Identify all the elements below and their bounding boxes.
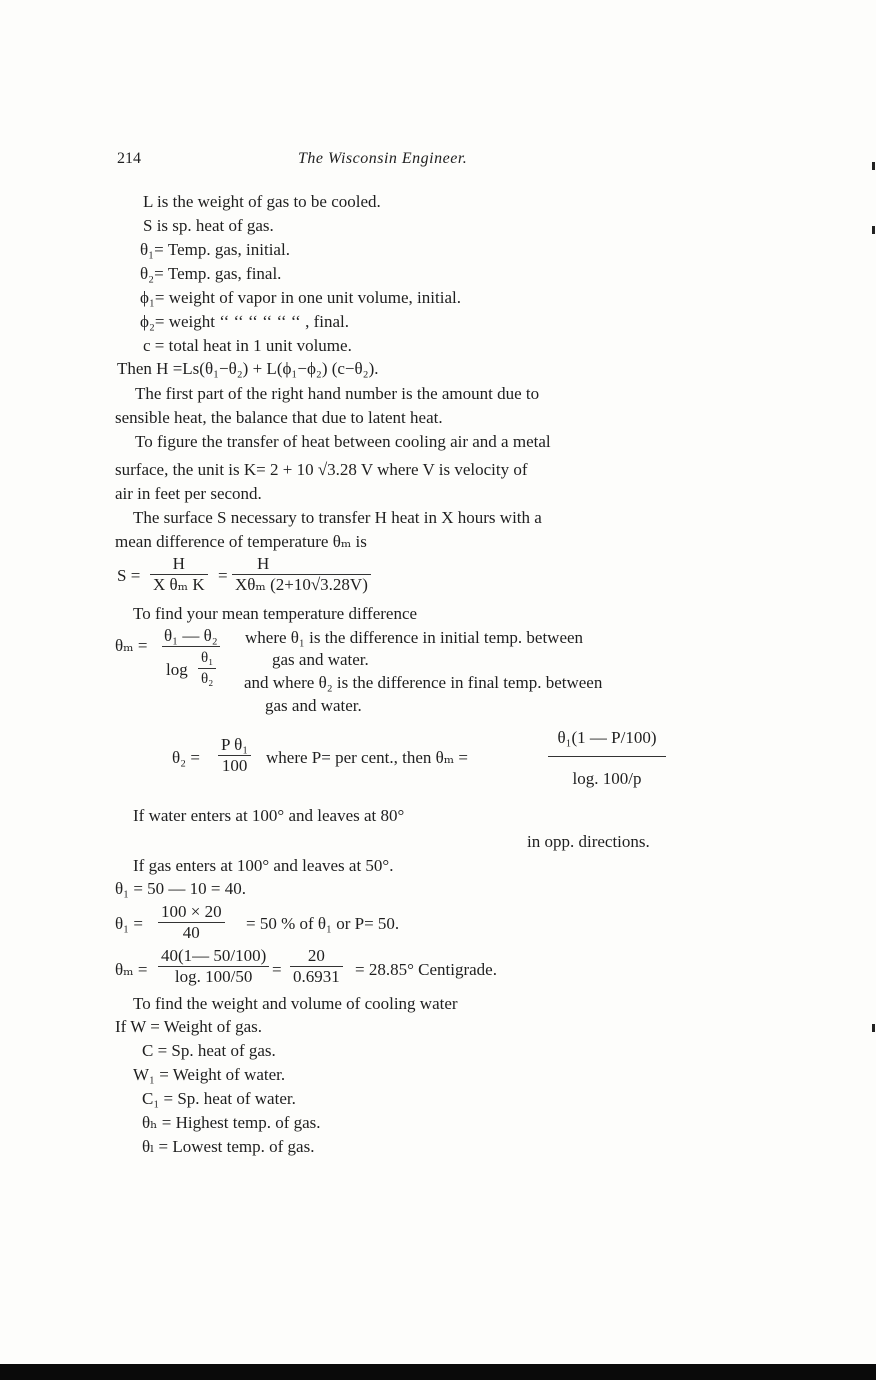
example-theta-m-fraction — [158, 946, 269, 987]
definition-line: C₁ = Sp. heat of water. — [142, 1089, 296, 1108]
fraction-numerator: H — [232, 554, 371, 575]
definition-line: ϕ₂= weight ‘‘ ‘‘ ‘‘ ‘‘ ‘‘ ‘‘ , final. — [140, 312, 349, 331]
definition-line: θ₁= Temp. gas, initial. — [140, 240, 290, 259]
fraction-denominator: 100 — [221, 756, 248, 775]
equation-total-heat: Then H =Ls(θ₁−θ₂) + L(ϕ₁−ϕ₂) (c−θ₂). — [117, 359, 379, 378]
definition-line: θₕ = Highest temp. of gas. — [142, 1113, 321, 1132]
definition-line: ϕ₁= weight of vapor in one unit volume, initial. — [140, 288, 461, 307]
theta2-lhs: θ₂ = — [172, 748, 200, 767]
theta-m-log: log — [166, 660, 188, 679]
definition-line: S is sp. heat of gas. — [143, 216, 274, 235]
scan-edge-mark — [872, 226, 875, 234]
example-line: θ₁ = 50 — 10 = 40. — [115, 879, 246, 898]
fraction-denominator: 0.6931 — [293, 967, 340, 986]
s-formula-lhs: S = — [117, 566, 141, 585]
fraction-denominator: θ₂ — [201, 671, 214, 687]
paragraph-line: The surface S necessary to transfer H heat in X hours with a — [133, 508, 542, 527]
definition-line: c = total heat in 1 unit volume. — [143, 336, 352, 355]
fraction-numerator: 100 × 20 — [158, 902, 225, 923]
fraction-numerator: 20 — [290, 946, 343, 967]
example-theta-m-fraction-2 — [290, 946, 343, 987]
fraction-numerator: P θ₁ — [218, 735, 251, 756]
example-theta-m-equals: = — [272, 960, 282, 979]
scan-edge-mark — [872, 1024, 875, 1032]
theta-m-explanation: and where θ₂ is the difference in final temp. between — [244, 673, 603, 692]
paragraph-line: air in feet per second. — [115, 484, 262, 503]
theta2-middle-text: where P= per cent., then θₘ = — [266, 748, 469, 767]
paragraph-line: surface, the unit is K= 2 + 10 √3.28 V where V is velocity of — [115, 460, 528, 479]
fraction-numerator: θ₁ — [198, 648, 216, 669]
definition-line: W₁ = Weight of water. — [133, 1065, 286, 1084]
s-formula-fraction-1 — [150, 554, 208, 595]
paragraph-line: The first part of the right hand number is the amount due to — [135, 384, 540, 403]
fraction-numerator: H — [150, 554, 208, 575]
theta-m-numerator: θ₁ — θ₂ — [164, 626, 218, 645]
paragraph-line: To figure the transfer of heat between cooling air and a metal — [135, 432, 551, 451]
theta-m-percent-fraction — [548, 728, 666, 789]
s-formula-fraction-2 — [232, 554, 371, 595]
paragraph-line: sensible heat, the balance that due to latent heat. — [115, 408, 443, 427]
example-line: If water enters at 100° and leaves at 80° — [133, 806, 405, 825]
s-formula-equals: = — [218, 566, 228, 585]
fraction-denominator: 40 — [182, 923, 200, 942]
definition-line: If W = Weight of gas. — [115, 1017, 263, 1036]
example-theta1-lhs: θ₁ = — [115, 914, 143, 933]
scan-edge-mark — [872, 162, 875, 170]
paragraph-line: To find the weight and volume of cooling water — [133, 994, 458, 1013]
fraction-denominator: log. 100/50 — [174, 967, 253, 986]
paragraph-line: mean difference of temperature θₘ is — [115, 532, 367, 551]
running-title: The Wisconsin Engineer. — [298, 150, 468, 167]
example-theta-m-rhs: = 28.85° Centigrade. — [355, 960, 497, 979]
fraction-denominator: X θₘ K — [153, 575, 205, 594]
definition-line: C = Sp. heat of gas. — [142, 1041, 276, 1060]
fraction-denominator: Xθₘ (2+10√3.28V) — [235, 575, 368, 594]
theta-m-lhs: θₘ = — [115, 636, 148, 655]
definition-line: θ₂= Temp. gas, final. — [140, 264, 282, 283]
example-theta1-rhs: = 50 % of θ₁ or P= 50. — [246, 914, 400, 933]
fraction-numerator: θ₁(1 — P/100) — [548, 728, 666, 757]
example-theta1-fraction — [158, 902, 225, 943]
theta-m-explanation: gas and water. — [272, 650, 369, 669]
theta-m-explanation: where θ₁ is the difference in initial temp. between — [245, 628, 584, 647]
theta-m-explanation: gas and water. — [265, 696, 362, 715]
theta-m-log-fraction — [198, 648, 216, 689]
definition-line: θₗ = Lowest temp. of gas. — [142, 1137, 315, 1156]
scan-bottom-border — [0, 1364, 876, 1380]
theta2-fraction — [218, 735, 251, 776]
page-number: 214 — [117, 150, 141, 167]
fraction-denominator: log. 100/p — [572, 769, 642, 788]
example-line: in opp. directions. — [527, 832, 650, 851]
definition-line: L is the weight of gas to be cooled. — [143, 192, 381, 211]
example-theta-m-lhs: θₘ = — [115, 960, 148, 979]
example-line: If gas enters at 100° and leaves at 50°. — [133, 856, 394, 875]
paragraph-line: To find your mean temperature difference — [133, 604, 418, 623]
fraction-numerator: 40(1— 50/100) — [158, 946, 269, 967]
